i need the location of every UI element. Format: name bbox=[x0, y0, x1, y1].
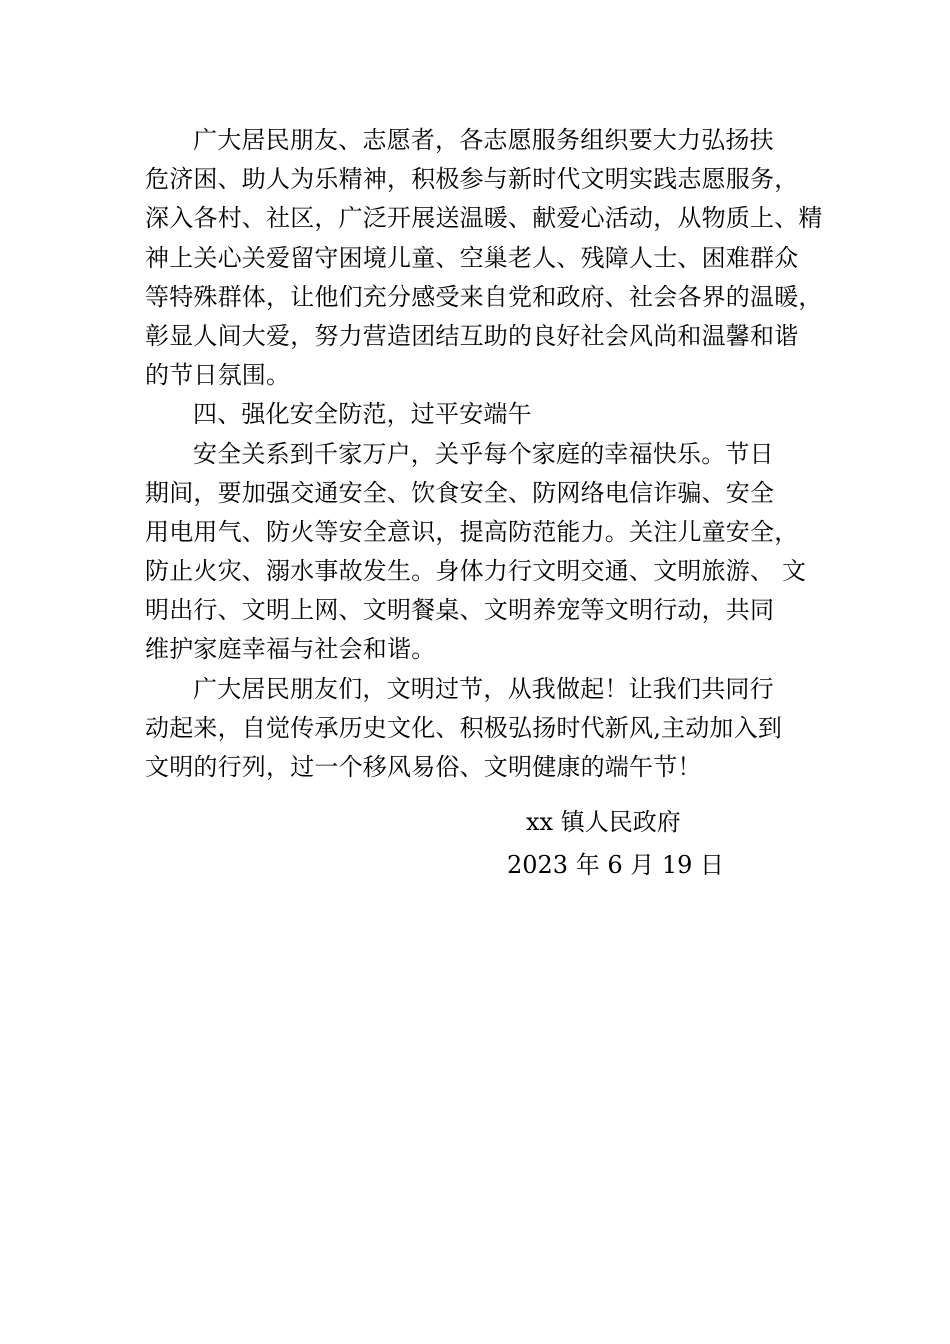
text-line: 广大居民朋友们，文明过节，从我做起！让我们共同行 bbox=[193, 674, 774, 703]
text-line: 广大居民朋友、志愿者，各志愿服务组织要大力弘扬扶 bbox=[193, 126, 774, 154]
text-line: 的节日氛围。 bbox=[145, 361, 291, 390]
section-heading: 四、强化安全防范，过平安端午 bbox=[193, 400, 532, 429]
text-line: 神上关心关爱留守困境儿童、空巢老人、残障人士、困难群众 bbox=[145, 243, 799, 272]
text-line: 明出行、文明上网、文明餐桌、文明养宠等文明行动，共同 bbox=[145, 596, 775, 625]
text-line: 危济困、助人为乐精神，积极参与新时代文明实践志愿服务， bbox=[145, 165, 799, 194]
text-line: 用电用气、防火等安全意识，提高防范能力。关注儿童安全， bbox=[145, 517, 799, 546]
text-line: 安全关系到千家万户，关乎每个家庭的幸福快乐。节日 bbox=[193, 439, 774, 468]
text-line: 动起来，自觉传承历史文化、积极弘扬时代新风,主动加入到 bbox=[145, 713, 783, 742]
text-line: 深入各村、社区，广泛开展送温暖、献爱心活动，从物质上、精 bbox=[145, 204, 823, 233]
text-line: 维护家庭幸福与社会和谐。 bbox=[145, 635, 436, 664]
document-body bbox=[145, 121, 845, 787]
signature-date: 2023 年 6 月 19 日 bbox=[507, 851, 725, 879]
paragraph-closing-call bbox=[145, 670, 845, 788]
paragraph-volunteer-service bbox=[145, 121, 845, 395]
text-line: 彰显人间大爱，努力营造团结互助的良好社会风尚和温馨和谐 bbox=[145, 321, 799, 350]
text-line: 等特殊群体，让他们充分感受来自党和政府、社会各界的温暖， bbox=[145, 282, 823, 311]
text-line: 防止火灾、溺水事故发生。身体力行文明交通、文明旅游、 文 bbox=[145, 557, 807, 586]
signature-organization: xx 镇人民政府 bbox=[526, 808, 681, 836]
section-heading-safety bbox=[145, 395, 845, 434]
text-line: 期间，要加强交通安全、饮食安全、防网络电信诈骗、安全 bbox=[145, 478, 775, 507]
paragraph-safety bbox=[145, 435, 845, 670]
text-line: 文明的行列，过一个移风易俗、文明健康的端午节！ bbox=[145, 753, 702, 781]
